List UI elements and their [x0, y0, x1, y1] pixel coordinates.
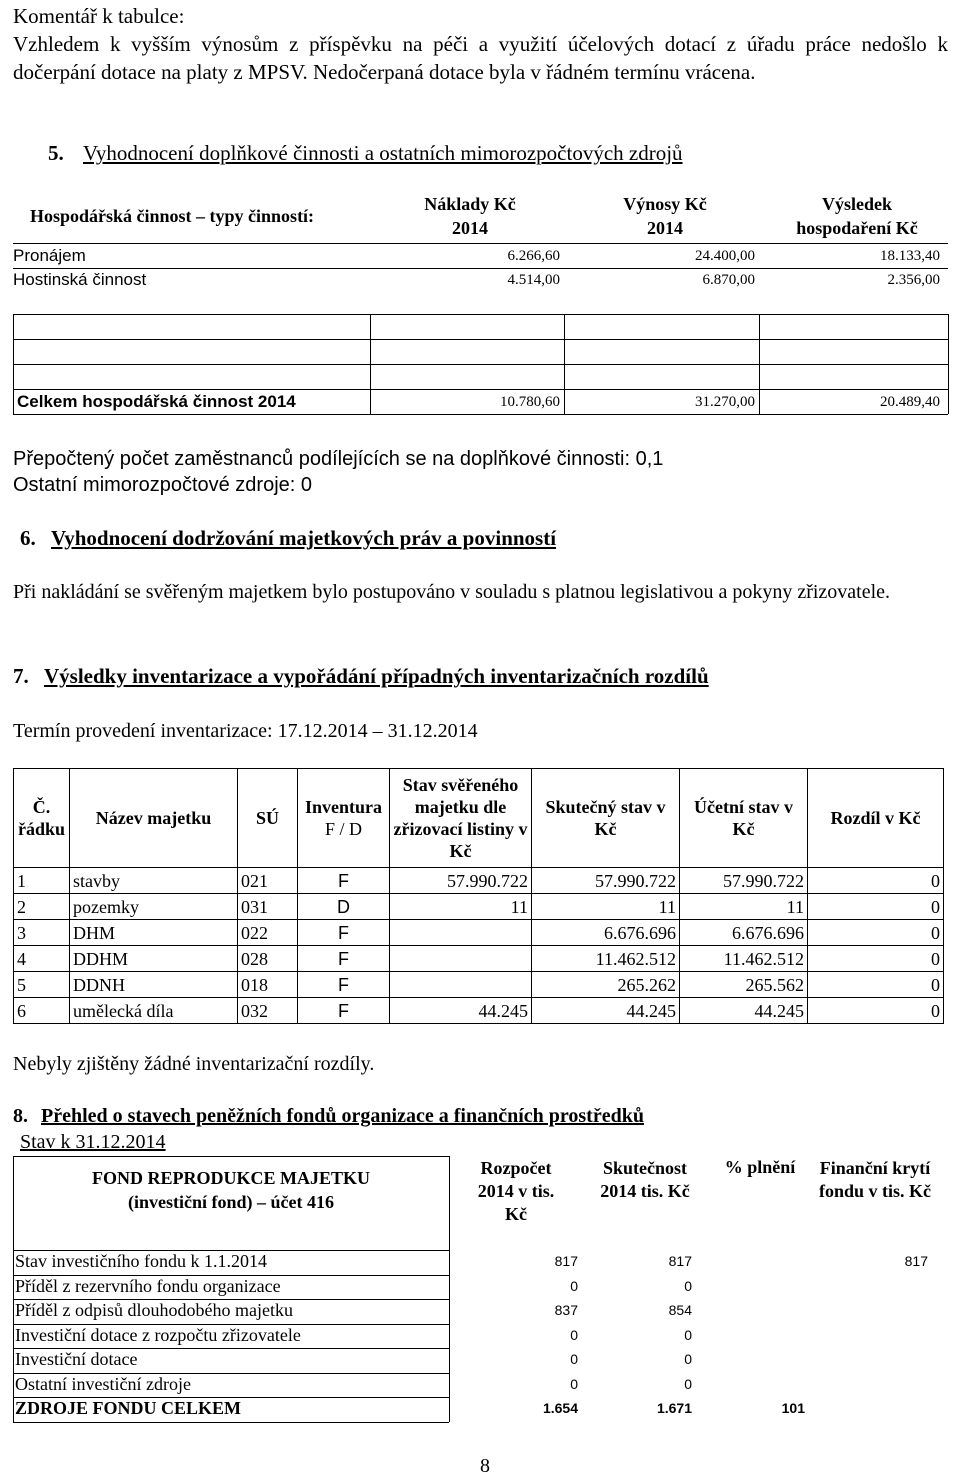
inventory-row	[14, 946, 944, 972]
inventory-cell-no: 5	[14, 972, 70, 998]
inventory-cell-name: pozemky	[70, 894, 238, 920]
inventory-cell-su: 028	[238, 946, 298, 972]
fund-state: Stav k 31.12.2014	[20, 1131, 166, 1153]
fund-cell-actual: 854	[668, 1302, 692, 1318]
inventory-cell-stav	[390, 946, 532, 972]
bt-header-revenue-year: 2014	[647, 218, 683, 238]
inventory-cell-skut: 44.245	[532, 998, 680, 1024]
fund-col-budget: Rozpočet 2014 v tis. Kč	[477, 1158, 555, 1224]
fund-cell-name: Investiční dotace z rozpočtu zřizovatele	[15, 1324, 301, 1345]
inventory-cell-skut: 265.262	[532, 972, 680, 998]
inventory-row	[14, 998, 944, 1024]
col-name: Název majetku	[70, 769, 238, 868]
bt-header-revenue: Výnosy Kč	[623, 194, 707, 214]
inventory-term: Termín provedení inventarizace: 17.12.2014 – 31.12.2014	[13, 720, 478, 742]
other-sources-text: Ostatní mimorozpočtové zdroje: 0	[13, 474, 313, 496]
section6-number: 6.	[20, 526, 36, 550]
fund-cell-name: Příděl z rezervního fondu organizace	[15, 1275, 281, 1296]
fund-cell-name: Příděl z odpisů dlouhodobého majetku	[15, 1300, 293, 1320]
bt-row-revenue: 6.870,00	[702, 272, 755, 288]
fund-cell-name: Ostatní investiční zdroje	[15, 1373, 191, 1394]
fund-col-pct: % plnění	[724, 1157, 796, 1177]
inventory-cell-stav	[390, 920, 532, 946]
inventory-cell-no: 2	[14, 894, 70, 920]
inventory-cell-no: 1	[14, 868, 70, 894]
fund-cell-budget: 0	[570, 1277, 578, 1294]
fund-col-actual: Skutečnost 2014 tis. Kč	[600, 1158, 690, 1201]
fund-cell-name: Investiční dotace	[15, 1349, 138, 1369]
fund-col-cover: Finanční krytí fondu v tis. Kč	[818, 1158, 932, 1201]
bt-total-costs: 10.780,60	[500, 394, 560, 410]
inventory-cell-diff: 0	[808, 998, 944, 1024]
inventory-cell-skut: 11	[532, 894, 680, 920]
inventory-row	[14, 868, 944, 894]
fund-cell-budget: 0	[570, 1351, 578, 1367]
bt-header-activity: Hospodářská činnost – typy činností:	[30, 206, 315, 226]
bt-header-costs: Náklady Kč	[424, 194, 516, 214]
bt-header-result-sub: hospodaření Kč	[796, 218, 918, 238]
inventory-cell-name: umělecká díla	[70, 998, 238, 1024]
bt-total-result: 20.489,40	[880, 394, 940, 410]
inventory-cell-su: 031	[238, 894, 298, 920]
col-rozdil: Rozdíl v Kč	[808, 769, 944, 868]
bt-header-result: Výsledek	[821, 194, 892, 214]
section7-number: 7.	[13, 664, 29, 688]
inventory-cell-inv: F	[298, 946, 390, 972]
bt-row-result: 18.133,40	[880, 248, 940, 264]
section8-number: 8.	[13, 1105, 28, 1127]
section6-body: Při nakládání se svěřeným majetkem bylo postupováno v souladu s platnou legislativou a pokyny zřizovatele.	[13, 581, 891, 603]
fund-cell-actual: 0	[684, 1375, 692, 1392]
inventory-header-row	[14, 769, 944, 868]
inventory-cell-stav: 57.990.722	[390, 868, 532, 894]
inventory-cell-ucet: 6.676.696	[680, 920, 808, 946]
inventory-cell-su: 021	[238, 868, 298, 894]
inventory-cell-ucet: 57.990.722	[680, 868, 808, 894]
inventory-cell-ucet: 265.562	[680, 972, 808, 998]
fund-cell-budget: 0	[570, 1375, 578, 1392]
page-number: 8	[480, 1455, 490, 1477]
section8-heading	[13, 1103, 644, 1129]
fund-cell-actual: 0	[684, 1277, 692, 1294]
inventory-cell-skut: 6.676.696	[532, 920, 680, 946]
col-stav: Stav svěřeného majetku dle zřizovací listiny v Kč	[390, 769, 532, 868]
inventory-cell-stav: 44.245	[390, 998, 532, 1024]
section5-title: Vyhodnocení doplňkové činnosti a ostatních mimorozpočtových zdrojů	[83, 141, 683, 165]
comment-title: Komentář k tabulce:	[13, 4, 185, 28]
inventory-cell-no: 3	[14, 920, 70, 946]
fund-cell-name: Stav investičního fondu k 1.1.2014	[15, 1251, 267, 1271]
inventory-cell-su: 032	[238, 998, 298, 1024]
inventory-cell-skut: 57.990.722	[532, 868, 680, 894]
bt-total-name: Celkem hospodářská činnost 2014	[17, 392, 296, 411]
inventory-cell-diff: 0	[808, 920, 944, 946]
section7-heading	[13, 663, 709, 689]
inventory-cell-diff: 0	[808, 894, 944, 920]
inventory-cell-diff: 0	[808, 946, 944, 972]
inventory-cell-name: DHM	[70, 920, 238, 946]
inventory-cell-no: 6	[14, 998, 70, 1024]
inventory-cell-inv: F	[298, 972, 390, 998]
bt-row-name: Pronájem	[13, 246, 86, 265]
inventory-cell-name: DDHM	[70, 946, 238, 972]
inventory-cell-ucet: 44.245	[680, 998, 808, 1024]
inventory-cell-diff: 0	[808, 972, 944, 998]
fund-cell-actual: 0	[684, 1351, 692, 1367]
inventory-cell-su: 018	[238, 972, 298, 998]
section7-title: Výsledky inventarizace a vypořádání případných inventarizačních rozdílů	[44, 664, 709, 688]
fund-cell-pct: 101	[781, 1400, 805, 1416]
col-su: SÚ	[238, 769, 298, 868]
bt-row-costs: 4.514,00	[507, 272, 560, 288]
fund-cell-actual: 0	[684, 1326, 692, 1343]
col-inventura-label: Inventura	[304, 797, 382, 817]
inventory-row	[14, 920, 944, 946]
inventory-cell-stav: 11	[390, 894, 532, 920]
fund-cell-budget: 0	[570, 1326, 578, 1343]
inventory-table	[13, 768, 944, 1024]
inventory-cell-ucet: 11.462.512	[680, 946, 808, 972]
section5-heading	[48, 140, 683, 166]
fund-cell-budget: 1.654	[542, 1400, 578, 1416]
bt-row-costs: 6.266,60	[507, 248, 560, 264]
section6-title: Vyhodnocení dodržování majetkových práv a povinností	[51, 526, 557, 550]
bt-row-revenue: 24.400,00	[695, 248, 755, 264]
inventory-cell-diff: 0	[808, 868, 944, 894]
comment-block	[13, 2, 948, 86]
col-skutecny: Skutečný stav v Kč	[532, 769, 680, 868]
bt-header-costs-year: 2014	[452, 218, 488, 238]
section6-heading	[20, 525, 556, 551]
bt-total-revenue: 31.270,00	[695, 394, 755, 410]
inventory-cell-inv: F	[298, 868, 390, 894]
fund-cell-actual: 1.671	[656, 1400, 692, 1416]
inventory-row	[14, 894, 944, 920]
inventory-cell-inv: F	[298, 998, 390, 1024]
inventory-cell-no: 4	[14, 946, 70, 972]
inventory-note: Nebyly zjištěny žádné inventarizační rozdíly.	[13, 1053, 375, 1075]
col-inventura-fd: F / D	[324, 819, 362, 839]
fund-title-2: (investiční fond) – účet 416	[128, 1192, 334, 1212]
inventory-row	[14, 972, 944, 998]
col-ucetni: Účetní stav v Kč	[680, 769, 808, 868]
inventory-cell-skut: 11.462.512	[532, 946, 680, 972]
fund-title-1: FOND REPRODUKCE MAJETKU	[92, 1168, 370, 1188]
inventory-cell-name: DDNH	[70, 972, 238, 998]
bt-row-name: Hostinská činnost	[13, 270, 147, 289]
col-row-no: Č. řádku	[14, 769, 70, 868]
section8-title: Přehled o stavech peněžních fondů organizace a finančních prostředků	[41, 1105, 644, 1127]
section5-number: 5.	[48, 141, 64, 165]
inventory-cell-su: 022	[238, 920, 298, 946]
col-inventura	[298, 769, 390, 868]
inventory-cell-stav	[390, 972, 532, 998]
fund-cell-cover: 817	[904, 1253, 928, 1269]
fund-cell-budget: 837	[554, 1302, 578, 1318]
inventory-cell-inv: F	[298, 920, 390, 946]
bt-row-result: 2.356,00	[887, 272, 940, 288]
comment-body: Vzhledem k vyšším výnosům z příspěvku na péči a využití účelových dotací z úřadu práce nedošlo k dočerpání dotace na platy z MPSV. Nedočerpaná dotace byla v řádném termínu vrácena.	[13, 32, 948, 84]
employees-text: Přepočtený počet zaměstnanců podílejících se na doplňkové činnosti: 0,1	[13, 448, 664, 470]
inventory-cell-ucet: 11	[680, 894, 808, 920]
fund-cell-budget: 817	[554, 1253, 578, 1269]
inventory-cell-inv: D	[298, 894, 390, 920]
inventory-cell-name: stavby	[70, 868, 238, 894]
fund-cell-name: ZDROJE FONDU CELKEM	[15, 1398, 242, 1418]
fund-cell-actual: 817	[668, 1253, 692, 1269]
